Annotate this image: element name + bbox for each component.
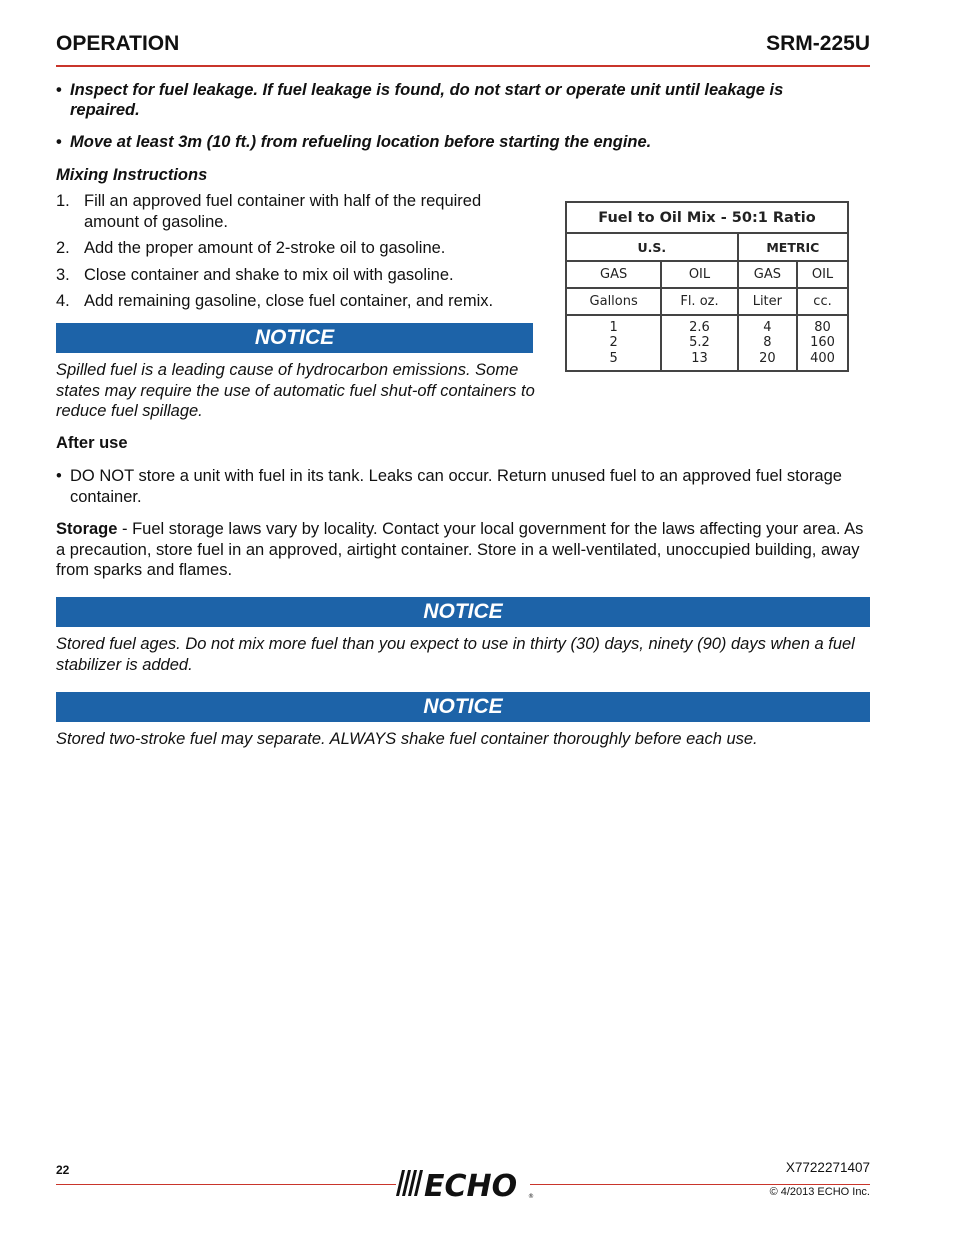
step-item: [56, 238, 526, 259]
footer-rule-left: [56, 1184, 396, 1185]
storage-paragraph: [56, 519, 870, 581]
table-cell: 2: [609, 335, 618, 351]
oil-us-values: [661, 315, 737, 371]
step-number: 1.: [56, 192, 70, 210]
step-text: Add remaining gasoline, close fuel container, and remix.: [84, 292, 494, 310]
notice-banner: NOTICE: [56, 597, 870, 627]
notice-banner: NOTICE: [56, 692, 870, 722]
oil-metric-values: [797, 315, 848, 371]
registered-mark-icon: ®: [528, 1193, 534, 1200]
notice-banner: NOTICE: [56, 323, 533, 353]
table-cell: 80: [814, 319, 831, 335]
step-text: Close container and shake to mix oil with gasoline.: [84, 265, 454, 284]
bullet-icon: •: [56, 133, 62, 151]
step-text: Fill an approved fuel container with half of the required amount of gasoline.: [84, 192, 482, 231]
table-cell: 160: [810, 335, 835, 351]
gas-us-values: [566, 315, 661, 371]
step-number: 3.: [56, 265, 70, 284]
column-header: OIL: [661, 261, 737, 288]
unit-label: Gallons: [566, 288, 661, 315]
step-item: [56, 265, 526, 286]
table-cell: 8: [763, 335, 772, 351]
mixing-steps: [56, 191, 526, 318]
table-group-metric: METRIC: [738, 233, 848, 261]
page-header: [56, 32, 870, 67]
table-group-us: U.S.: [566, 233, 738, 261]
table-cell: 20: [759, 350, 776, 366]
after-use-heading: After use: [56, 434, 128, 452]
storage-text: - Fuel storage laws vary by locality. Contact your local government for the laws affecting your area. As a precaution, store fuel in an approved, airtight container. Store in a well-ventilated, unoccupied building, away from sparks and flames.: [56, 520, 864, 579]
table-cell: 13: [691, 350, 708, 366]
after-use-bullet: [56, 466, 870, 507]
step-item: [56, 191, 526, 232]
logo-wordmark: ECHO: [424, 1169, 518, 1200]
gas-metric-values: [738, 315, 797, 371]
storage-label: Storage: [56, 520, 118, 538]
warning-bullet: [56, 80, 846, 120]
unit-label: cc.: [797, 288, 848, 315]
bullet-icon: •: [56, 467, 62, 485]
notice-text: Stored fuel ages. Do not mix more fuel than you expect to use in thirty (30) days, ninety (90) days when a fuel stabilizer is added.: [56, 635, 855, 674]
footer-rule-right: [530, 1184, 870, 1185]
echo-logo-icon: [392, 1166, 538, 1200]
model-number: SRM-225U: [766, 32, 870, 55]
page-number: 22: [56, 1163, 70, 1177]
column-header: GAS: [738, 261, 797, 288]
warning-text: Move at least 3m (10 ft.) from refueling location before starting the engine.: [70, 133, 652, 151]
notice-text: Stored two-stroke fuel may separate. ALWAYS shake fuel container thoroughly before each use.: [56, 730, 758, 748]
bullet-icon: •: [56, 81, 62, 99]
table-title: Fuel to Oil Mix - 50:1 Ratio: [566, 202, 848, 233]
step-text: Add the proper amount of 2-stroke oil to gasoline.: [84, 239, 446, 257]
table-cell: 4: [763, 319, 772, 335]
column-header: GAS: [566, 261, 661, 288]
section-title: OPERATION: [56, 32, 180, 55]
notice-text: Spilled fuel is a leading cause of hydrocarbon emissions. Some states may require the use of automatic fuel shut-off containers to reduce fuel spillage.: [56, 361, 535, 420]
fuel-mix-table: [565, 201, 849, 372]
unit-label: Fl. oz.: [661, 288, 737, 315]
table-cell: 5.2: [689, 335, 710, 351]
mixing-heading: Mixing Instructions: [56, 166, 208, 184]
document-number: X7722271407: [785, 1160, 870, 1175]
table-cell: 1: [609, 319, 618, 335]
table-cell: 5: [609, 350, 618, 366]
warning-text: Inspect for fuel leakage. If fuel leakage is found, do not start or operate unit until leakage is repaired.: [70, 81, 784, 119]
unit-label: Liter: [738, 288, 797, 315]
column-header: OIL: [797, 261, 848, 288]
warning-bullet: [56, 132, 846, 152]
after-use-text: DO NOT store a unit with fuel in its tank. Leaks can occur. Return unused fuel to an approved fuel storage container.: [70, 467, 842, 506]
step-number: 4.: [56, 292, 70, 310]
step-item: [56, 291, 526, 312]
step-number: 2.: [56, 239, 70, 257]
copyright: © 4/2013 ECHO Inc.: [769, 1186, 870, 1198]
table-cell: 400: [810, 350, 835, 366]
table-cell: 2.6: [689, 319, 710, 335]
